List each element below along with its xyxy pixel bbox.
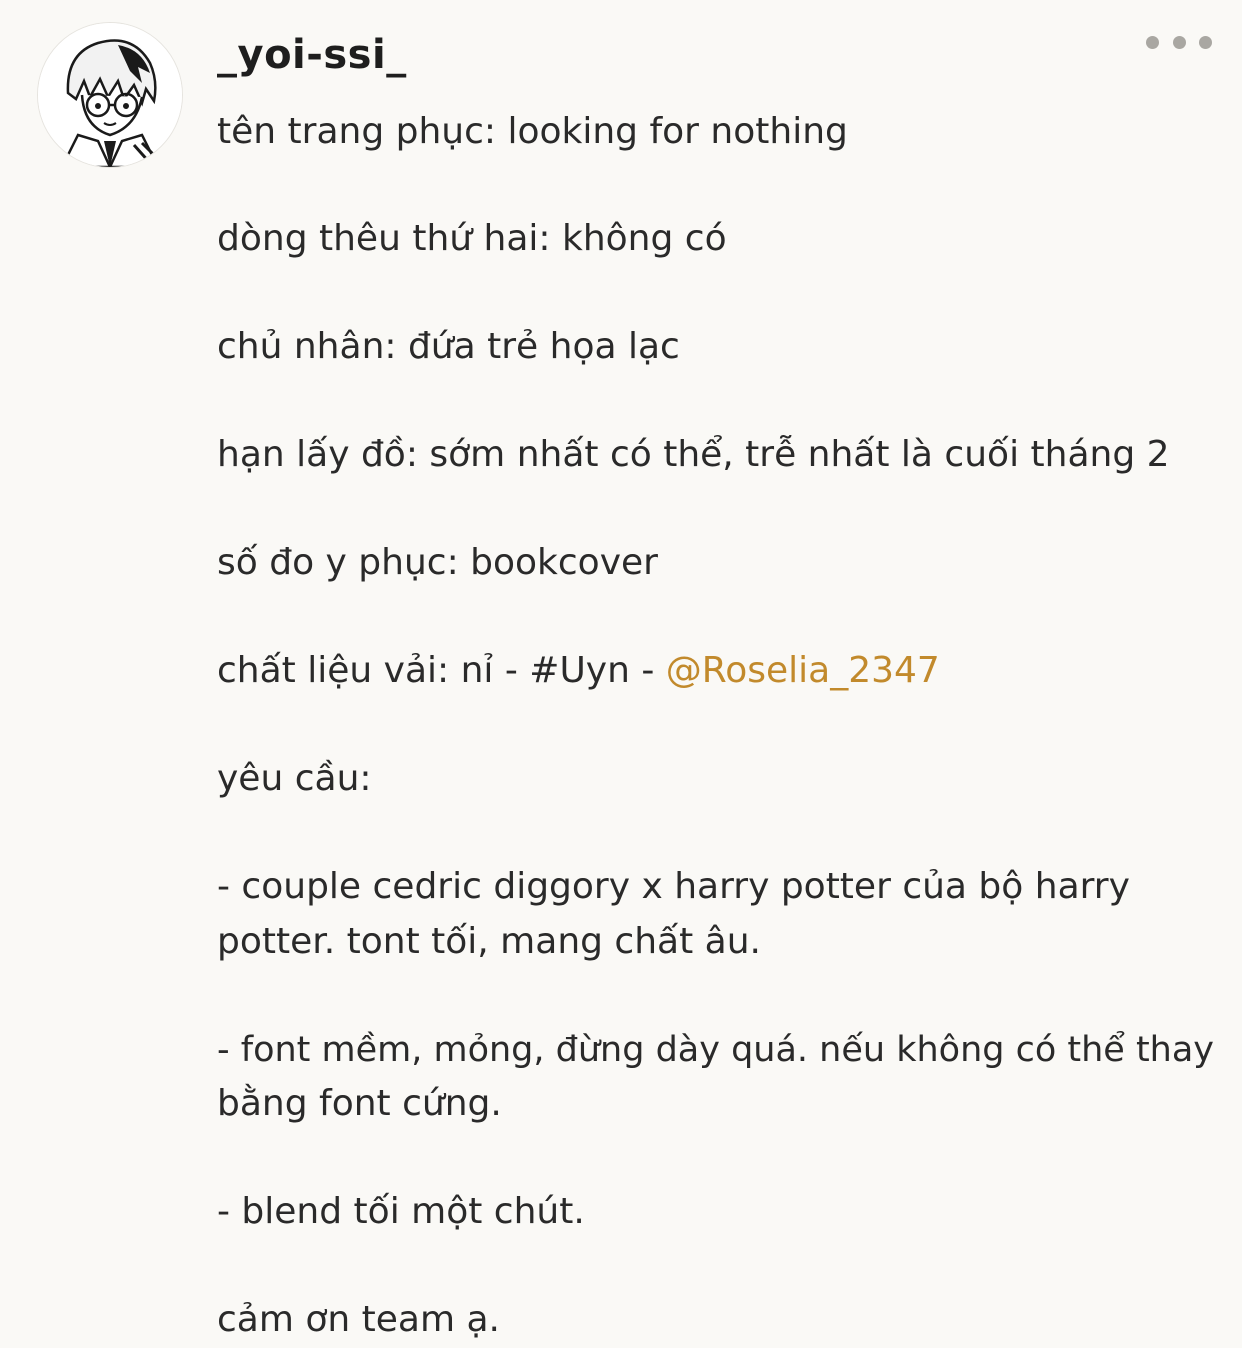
post-line-costume-name: tên trang phục: looking for nothing (217, 111, 848, 152)
post-line-deadline: hạn lấy đồ: sớm nhất có thể, trễ nhất là cuối tháng 2 (217, 434, 1170, 475)
more-dot-icon (1146, 36, 1159, 49)
post-line-requirement-2b: bằng font cứng. (217, 1083, 502, 1124)
material-text: chất liệu vải: nỉ - #Uyn - (217, 650, 666, 691)
post-line-requirement-3: - blend tối một chút. (217, 1191, 585, 1232)
post-line-size: số đo y phục: bookcover (217, 542, 658, 583)
post-line-material (217, 643, 940, 699)
avatar[interactable] (37, 22, 183, 168)
more-options-icon[interactable] (1146, 30, 1212, 54)
post-line-requirement-1b: potter. tont tối, mang chất âu. (217, 921, 761, 962)
post-line-second-embroidery: dòng thêu thứ hai: không có (217, 218, 727, 259)
post-line-thanks: cảm ơn team ạ. (217, 1299, 500, 1340)
avatar-illustration (38, 23, 182, 167)
post-line-requirement-2a: - font mềm, mỏng, đừng dày quá. nếu không có thể thay (217, 1030, 1215, 1070)
post-line-requirement-1a: - couple cedric diggory x harry potter của bộ harry (217, 866, 1130, 907)
more-dot-icon (1199, 36, 1212, 49)
mention-link[interactable]: @Roselia_2347 (665, 650, 940, 691)
more-dot-icon (1173, 36, 1186, 49)
username[interactable]: _yoi-ssi_ (217, 32, 407, 78)
post-line-requirements-heading: yêu cầu: (217, 758, 372, 799)
post-line-owner: chủ nhân: đứa trẻ họa lạc (217, 326, 680, 367)
